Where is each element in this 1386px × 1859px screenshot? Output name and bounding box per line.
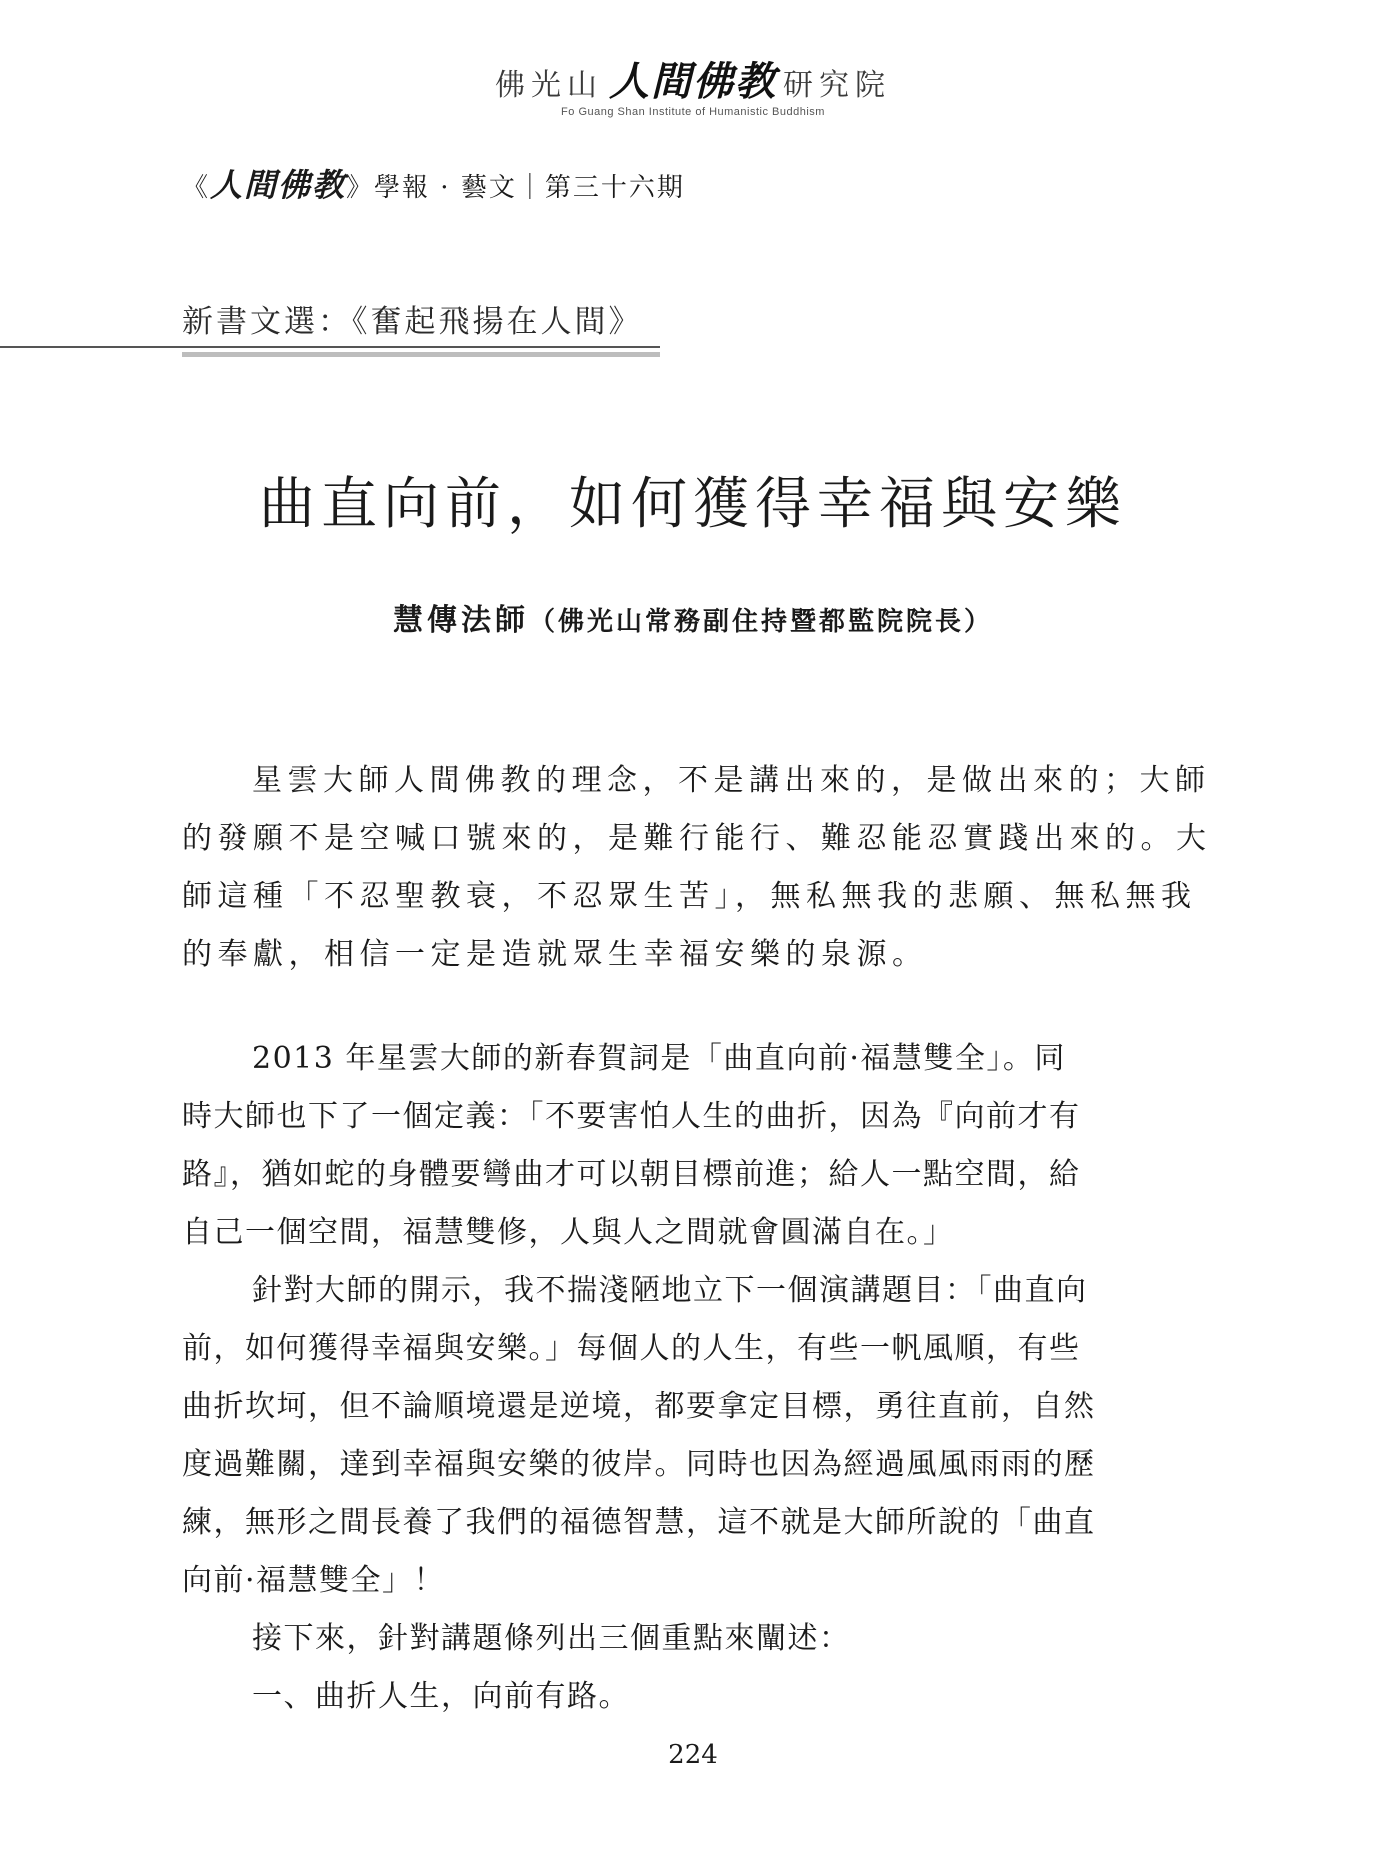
article-byline xyxy=(0,595,1386,639)
body-line: 一、曲折人生，向前有路。 xyxy=(252,1679,630,1714)
body-line: 路』，猶如蛇的身體要彎曲才可以朝目標前進；給人一點空間，給 xyxy=(182,1157,1081,1192)
masthead-brand-logo: 人間佛教 xyxy=(609,58,777,105)
body-line: 師這種「不忍聖教衰，不忍眾生苦」，無私無我的悲願、無私無我 xyxy=(182,879,1197,914)
section-rule xyxy=(0,346,660,348)
journal-running-head xyxy=(182,160,685,206)
body-line: 的奉獻，相信一定是造就眾生幸福安樂的泉源。 xyxy=(182,937,928,972)
body-line: 星雲大師人間佛教的理念，不是講出來的，是做出來的；大師 xyxy=(252,763,1211,798)
body-line: 練，無形之間長養了我們的福德智慧，這不就是大師所說的「曲直 xyxy=(182,1505,1096,1540)
page-number: 224 xyxy=(668,1740,718,1770)
body-line: 自己一個空間，福慧雙修，人與人之間就會圓滿自在。」 xyxy=(182,1215,955,1250)
body-line: 度過難關，達到幸福與安樂的彼岸。同時也因為經過風風雨雨的歷 xyxy=(182,1447,1096,1482)
section-label: 新書文選：《奮起飛揚在人間》 xyxy=(182,304,643,340)
article-title: 曲直向前，如何獲得幸福與安樂 xyxy=(259,472,1127,537)
body-line: 的發願不是空喊口號來的，是難行能行、難忍能忍實踐出來的。大 xyxy=(182,821,1212,856)
body-line: 2013 年星雲大師的新春賀詞是「曲直向前·福慧雙全」。同 xyxy=(252,1041,1066,1076)
masthead-title xyxy=(0,58,1386,106)
masthead-right-text: 研究院 xyxy=(783,68,891,103)
body-block-2 xyxy=(182,1030,1182,1726)
section-rule-shadow xyxy=(182,352,660,357)
body-line: 向前·福慧雙全」！ xyxy=(182,1563,446,1598)
body-line: 時大師也下了一個定義：「不要害怕人生的曲折，因為『向前才有 xyxy=(182,1099,1081,1134)
body-line: 曲折坎坷，但不論順境還是逆境，都要拿定目標，勇往直前，自然 xyxy=(182,1389,1096,1424)
body-block-1 xyxy=(182,752,1212,984)
body-line: 針對大師的開示，我不揣淺陋地立下一個演講題目：「曲直向 xyxy=(252,1273,1088,1308)
masthead-english: Fo Guang Shan Institute of Humanistic Buddhism xyxy=(561,106,825,118)
running-head-open: 《 xyxy=(182,173,211,203)
running-head-rest: 》學報 · 藝文｜第三十六期 xyxy=(346,173,685,203)
running-head-brand: 人間佛教 xyxy=(210,166,347,204)
author-affiliation: （佛光山常務副住持暨都監院院長） xyxy=(528,607,993,637)
author-name: 慧傳法師 xyxy=(392,603,529,638)
body-line: 前，如何獲得幸福與安樂。」每個人的人生，有些一帆風順，有些 xyxy=(182,1331,1081,1366)
masthead-left-text: 佛光山 xyxy=(495,68,603,103)
body-line: 接下來，針對講題條列出三個重點來闡述： xyxy=(252,1621,851,1656)
institute-masthead xyxy=(0,58,1386,118)
